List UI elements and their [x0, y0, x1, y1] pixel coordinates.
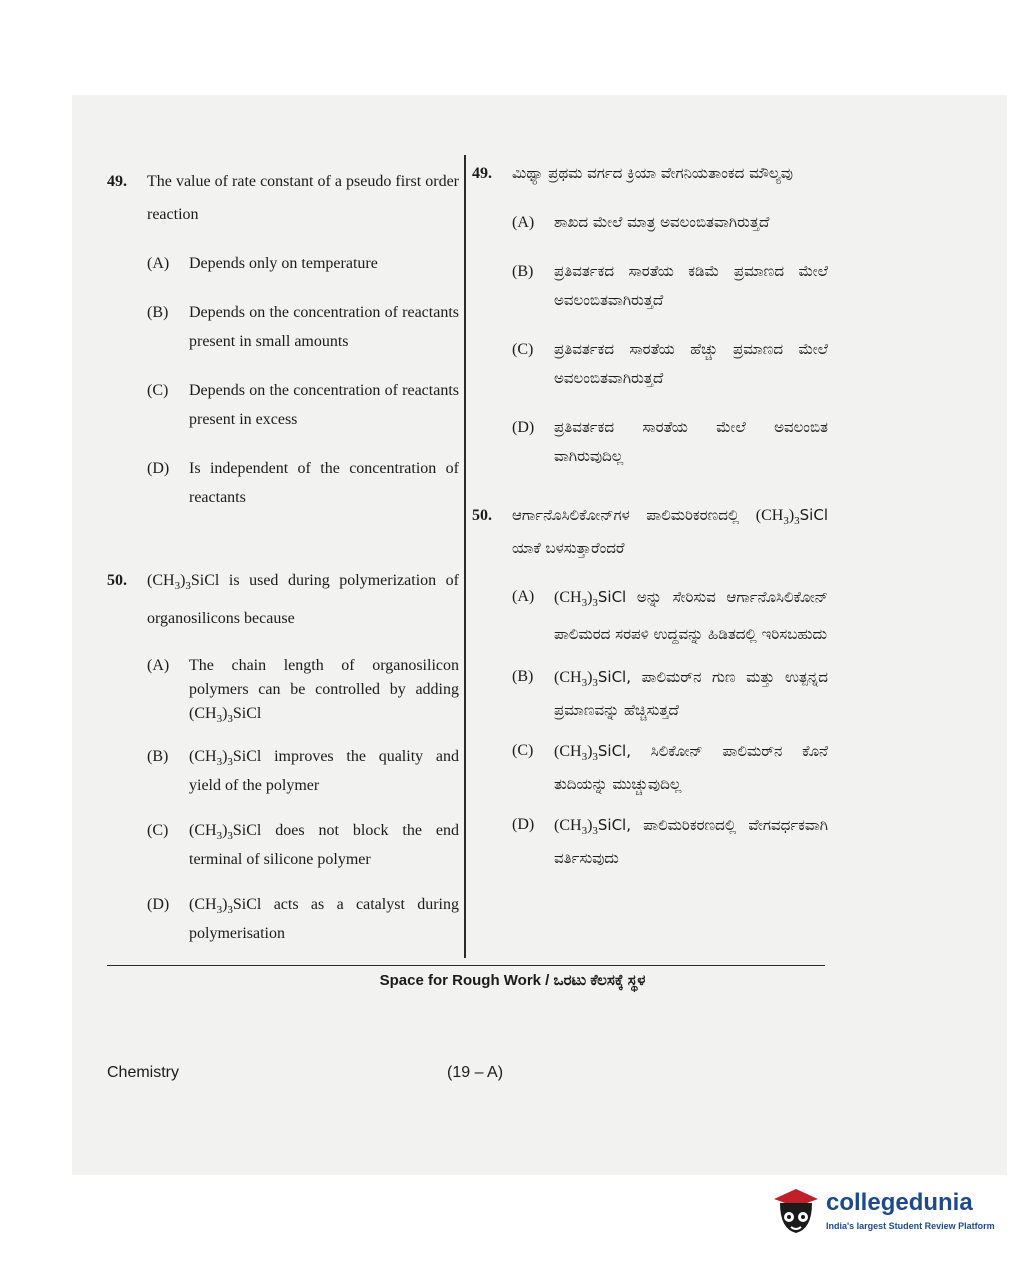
option-c	[512, 335, 828, 393]
question-text: The value of rate constant of a pseudo first order reaction	[147, 173, 459, 223]
question-49-en	[107, 165, 459, 231]
option-label: (D)	[147, 460, 170, 477]
page-number: (19 – A)	[447, 1064, 504, 1081]
option-label: (C)	[512, 341, 534, 358]
question-text: $(CH_3)_3SiCl$ is used during polymerization of organosilicons because	[147, 572, 459, 627]
option-text: The chain length of organosilicon polymers can be controlled by adding $(CH_3)_3SiCl$	[189, 657, 459, 726]
option-label: (D)	[512, 419, 535, 436]
option-text: $(CH_3)_3SiCl$ acts as a catalyst during polymerisation	[189, 896, 459, 942]
option-label: (B)	[147, 304, 169, 321]
option-b	[512, 661, 828, 727]
option-text: $(CH_3)_3SiCl$, ಪಾಲಿಮರ್‌ನ ಗುಣ ಮತ್ತು ಉತ್ಪನ್ನದ ಪ್ರಮಾಣವನ್ನು ಹೆಚ್ಚಿಸುತ್ತದೆ	[554, 668, 828, 719]
question-50-en	[107, 562, 459, 638]
option-text: $(CH_3)_3SiCl$ improves the quality and yield of the polymer	[189, 748, 459, 794]
subject-label: Chemistry	[107, 1064, 180, 1081]
option-text: Depends on the concentration of reactants present in excess	[189, 382, 459, 428]
question-50-kn	[472, 499, 828, 565]
option-label: (B)	[512, 263, 534, 280]
question-text: ಆರ್ಗಾನೊಸಿಲಿಕೋನ್‌ಗಳ ಪಾಲಿಮರಿಕರಣದಲ್ಲಿ $(CH_3)_3SiCl$ ಯಾಕೆ ಬಳಸುತ್ತಾರೆಂದರೆ	[512, 506, 828, 557]
option-text: ಶಾಖದ ಮೇಲೆ ಮಾತ್ರ ಅವಲಂಬಿತವಾಗಿರುತ್ತದೆ	[554, 213, 770, 231]
option-c	[147, 816, 459, 874]
question-number: 49.	[472, 165, 492, 182]
option-label: (A)	[512, 588, 535, 605]
option-text: Is independent of the concentration of reactants	[189, 460, 459, 506]
question-text: ಮಿಥ್ಯಾ ಪ್ರಥಮ ವರ್ಗದ ಕ್ರಿಯಾ ವೇಗನಿಯತಾಂಕದ ಮೌಲ್ಯವು	[512, 164, 793, 182]
column-divider	[464, 155, 466, 958]
option-text: Depends only on temperature	[189, 255, 378, 272]
option-text: $(CH_3)_3SiCl$, ಪಾಲಿಮರಿಕರಣದಲ್ಲಿ ವೇಗವರ್ಧಕವಾಗಿ ವರ್ತಿಸುವುದು	[554, 816, 828, 867]
option-label: (B)	[147, 748, 169, 765]
collegedunia-watermark	[770, 1183, 1000, 1243]
graduate-face-logo-icon	[770, 1183, 822, 1241]
option-d	[512, 809, 828, 875]
question-number: 50.	[107, 572, 127, 589]
option-text: ಪ್ರತಿವರ್ತಕದ ಸಾರತೆಯ ಮೇಲೆ ಅವಲಂಬಿತ ವಾಗಿರುವುದಿಲ್ಲ	[554, 418, 828, 465]
option-a	[147, 654, 459, 726]
option-text: $(CH_3)_3SiCl$, ಸಿಲಿಕೋನ್ ಪಾಲಿಮರ್‌ನ ಕೊನೆ ತುದಿಯನ್ನು ಮುಚ್ಚುವುದಿಲ್ಲ	[554, 742, 828, 793]
option-label: (D)	[512, 816, 535, 833]
option-a	[512, 208, 828, 237]
option-label: (D)	[147, 896, 170, 913]
question-number: 50.	[472, 507, 492, 524]
option-c	[147, 376, 459, 434]
rough-work-divider	[107, 965, 825, 966]
option-b	[147, 742, 459, 800]
option-a	[512, 579, 828, 653]
question-49-kn	[472, 157, 828, 190]
option-b	[512, 257, 828, 315]
option-d	[147, 454, 459, 512]
option-b	[147, 298, 459, 356]
option-text: ಪ್ರತಿವರ್ತಕದ ಸಾರತೆಯ ಕಡಿಮೆ ಪ್ರಮಾಣದ ಮೇಲೆ ಅವಲಂಬಿತವಾಗಿರುತ್ತದೆ	[554, 262, 828, 309]
kannada-column	[472, 157, 828, 875]
option-label: (A)	[147, 657, 170, 674]
option-label: (A)	[512, 214, 535, 231]
rough-work-label: Space for Rough Work / ಒರಟು ಕೆಲಸಕ್ಕೆ ಸ್ಥಳ	[379, 972, 646, 989]
option-d	[512, 413, 828, 471]
option-a	[147, 249, 459, 278]
option-label: (B)	[512, 668, 534, 685]
watermark-name: collegedunia	[826, 1189, 973, 1216]
question-number: 49.	[107, 173, 127, 190]
english-column	[107, 165, 459, 948]
option-text: $(CH_3)_3SiCl$ does not block the end terminal of silicone polymer	[189, 822, 459, 868]
option-d	[147, 890, 459, 948]
option-text: $(CH_3)_3SiCl$ ಅನ್ನು ಸೇರಿಸುವ ಆರ್ಗಾನೊಸಿಲಿಕೋನ್ ಪಾಲಿಮರದ ಸರಪಳಿ ಉದ್ದವನ್ನು ಹಿಡಿತದಲ್ಲಿ ಇರಿಸಬಹುದು	[554, 588, 828, 643]
option-label: (C)	[147, 382, 169, 399]
option-text: Depends on the concentration of reactants present in small amounts	[189, 304, 459, 350]
option-c	[512, 735, 828, 801]
option-label: (C)	[512, 742, 534, 759]
option-label: (A)	[147, 255, 170, 272]
option-text: ಪ್ರತಿವರ್ತಕದ ಸಾರತೆಯ ಹೆಚ್ಚು ಪ್ರಮಾಣದ ಮೇಲೆ ಅವಲಂಬಿತವಾಗಿರುತ್ತದೆ	[554, 340, 828, 387]
watermark-tagline: India's largest Student Review Platform	[826, 1221, 995, 1231]
option-label: (C)	[147, 822, 169, 839]
